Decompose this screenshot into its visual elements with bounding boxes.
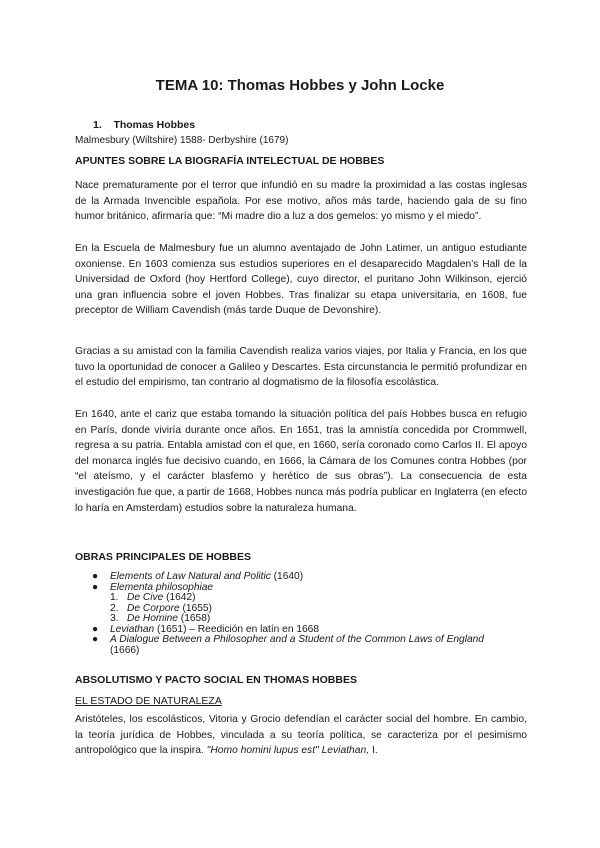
paragraph-bio-1: Nace prematuramente por el terror que infundió en su madre la proximidad a las costas inglesas de la Armada Invencible española. Por ese motivo, años más tarde, haciendo gala de su fino humor británico, afirmaría que: “Mi madre dio a luz a dos gemelos: yo mismo y el miedo”. bbox=[75, 180, 527, 223]
paragraph-nature bbox=[75, 712, 527, 759]
work-detail: (1642) bbox=[163, 592, 196, 603]
paragraph-bio-2: En la Escuela de Malmesbury fue un alumno aventajado de John Latimer, un antiguo estudiante oxoniense. En 1603 comienza sus estudios superiores en el desaparecido Magdalen’s Hall de la Universidad de Oxford (hoy Hertford College), cuyo director, el puritano John Wilkinson, ejerció una gran influencia sobre el joven Hobbes. Tras finalizar su etapa universitaria, en 1608, fue preceptor de William Cavendish (más tarde Duque de Devonshire). bbox=[75, 243, 527, 317]
number-marker: 2. bbox=[110, 602, 119, 614]
heading-works: OBRAS PRINCIPALES DE HOBBES bbox=[75, 551, 251, 563]
works-list bbox=[0, 572, 600, 656]
paragraph-nature-text: Aristóteles, los escolásticos, Vitoria y Grocio defendían el carácter social del hombre. En cambio, la teoría jurídica de Hobbes, vinculada a su teoría política, se caracteriza por el pesimismo antropológico que la inspira. bbox=[75, 714, 527, 757]
work-detail: (1655) bbox=[179, 602, 212, 614]
work-detail: (1666) bbox=[110, 644, 140, 656]
work-title: De Corpore bbox=[127, 602, 180, 614]
work-title: Elementa philosophiae bbox=[110, 581, 214, 593]
number-marker: 1. bbox=[110, 592, 119, 603]
heading-state-of-nature: EL ESTADO DE NATURALEZA bbox=[75, 695, 222, 707]
list-item bbox=[0, 604, 527, 615]
list-item bbox=[0, 572, 530, 583]
number-marker: 3. bbox=[110, 613, 119, 624]
section-number: 1. bbox=[93, 119, 102, 131]
document-title: TEMA 10: Thomas Hobbes y John Locke bbox=[155, 77, 445, 94]
bullet-icon: ● bbox=[92, 571, 99, 582]
work-detail: (1640) bbox=[270, 571, 304, 582]
section-name: Thomas Hobbes bbox=[113, 119, 196, 131]
work-title: Elements of Law Natural and Politic bbox=[110, 571, 271, 582]
work-detail: (1651) – Reedición en latín en 1668 bbox=[154, 623, 320, 635]
paragraph-nature-tail: I. bbox=[369, 745, 378, 757]
work-detail: (1658) bbox=[177, 613, 211, 624]
bullet-icon: ● bbox=[92, 581, 99, 593]
work-title: A Dialogue Between a Philosopher and a Student of the Common Laws of England bbox=[110, 634, 484, 645]
heading-absolutism: ABSOLUTISMO Y PACTO SOCIAL EN THOMAS HOBBES bbox=[75, 674, 357, 686]
heading-biography: APUNTES SOBRE LA BIOGRAFÍA INTELECTUAL DE HOBBES bbox=[75, 155, 385, 167]
paragraph-bio-4: En 1640, ante el cariz que estaba tomando la situación política del país Hobbes busca en refugio en París, donde viviría durante once años. En 1651, tras la amnistía concedida por Crommwell, regresa a su patria. Entabla amistad con el que, en 1660, sería coronado como Carlos II. El apoyo del monarca inglés fue decisivo cuando, en 1666, la Cámara de los Comunes contra Hobbes (por “el ateísmo, y el carácter blasfemo y herético de sus obras”). La consecuencia de esta investigación fue que, a partir de 1668, Hobbes nunca más podría publicar en Inglaterra (en efecto lo haría en Amsterdam) estudios sobre la naturaleza humana. bbox=[75, 409, 527, 514]
section-heading-thomas-hobbes bbox=[93, 118, 195, 132]
work-title: De Cive bbox=[127, 592, 164, 603]
bullet-icon: ● bbox=[92, 634, 99, 645]
paragraph-bio-3: Gracias a su amistad con la familia Cavendish realiza varios viajes, por Italia y Francia, en los que tuvo la oportunidad de conocer a Galileo y Descartes. Esta circunstancia le permitió profundizar en el estudio del empirismo, tan contrario al dogmatismo de la filosofía escolástica. bbox=[75, 346, 527, 389]
work-title: Leviathan bbox=[110, 623, 155, 635]
latin-quote: "Homo homini lupus est" Leviathan, bbox=[206, 745, 370, 757]
list-item bbox=[0, 583, 530, 594]
birth-death-line: Malmesbury (Wiltshire) 1588- Derbyshire (1679) bbox=[75, 135, 289, 146]
bullet-icon: ● bbox=[92, 623, 99, 635]
work-title: De Homine bbox=[127, 613, 178, 624]
list-item bbox=[0, 635, 530, 656]
list-item bbox=[0, 593, 527, 604]
